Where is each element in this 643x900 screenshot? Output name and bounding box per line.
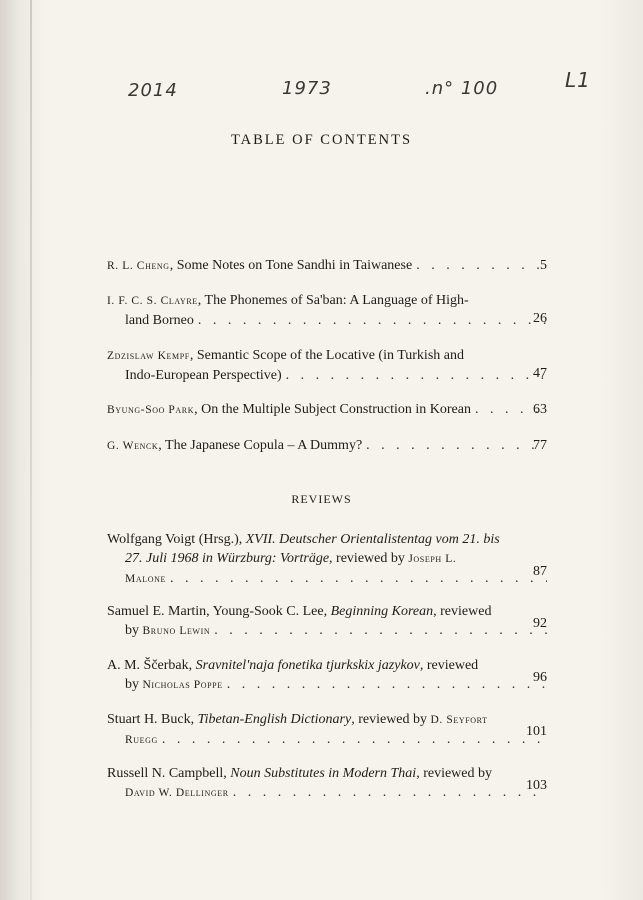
review-title: Beginning Korean [330,604,434,619]
author: Byung-Soo Park [107,404,195,416]
handwritten-note-center: 1973 [282,78,332,99]
reviews-heading: REVIEWS [291,492,352,506]
page-number: 87 [533,564,547,579]
page-number: 26 [533,311,547,326]
review-entry [107,764,547,803]
leader-dots [214,621,547,640]
leader-dots [416,256,547,275]
review-title: Noun Substitutes in Modern Thai [230,766,417,781]
author: Zdzislaw Kempf [107,350,190,362]
reviewer: Nicholas Poppe [142,679,223,691]
review-title: Sravnitel'naja fonetika tjurkskix jazykov [195,658,420,673]
handwritten-note-left: 2014 [128,80,178,101]
reviewer: David W. Dellinger [125,787,229,799]
author: I. F. C. S. Clayre [107,295,198,307]
toc-entry: I. F. C. S. Clayre, The Phonemes of Sa'ban: A Language of High- land Borneo . . . 26 [107,291,547,330]
leader-dots [286,366,547,385]
reviewed-by: , reviewed by [329,551,409,566]
reviewed-by: , reviewed by [351,712,431,727]
handwritten-note-right: .n° 100 [425,78,499,99]
review-author: Russell N. Campbell, [107,766,231,781]
page-number: 5 [540,258,547,273]
toc-entry: Byung-Soo Park, On the Multiple Subject Construction in Korean . . . 63 [107,400,547,420]
reviewer: Joseph L. [408,553,457,565]
leader-dots [162,730,547,749]
reviewer-cont: Malone [125,573,166,585]
page-title: TABLE OF CONTENTS [230,132,413,148]
toc-entry: G. Wenck, The Japanese Copula – A Dummy? . . . 77 [107,436,547,456]
author: R. L. Cheng [107,260,170,272]
page-number: 63 [533,402,547,417]
review-title: Tibetan-English Dictionary [197,712,352,727]
reviewed-by: , reviewed [433,604,492,619]
entry-title: The Phonemes of Sa'ban: A Language of High- [204,293,469,308]
toc-entry: Zdzislaw Kempf, Semantic Scope of the Locative (in Turkish and Indo-European Perspective) . . . 47 [107,346,547,385]
reviewer: D. Seyfort [430,714,488,726]
author: G. Wenck [107,440,159,452]
reviewed-by: , reviewed [419,658,479,673]
page-number: 96 [533,670,547,685]
review-entry [107,656,547,695]
page-number: 77 [533,438,547,453]
review-title-cont: 27. Juli 1968 in Würzburg: Vorträge [125,551,330,566]
page-number: 47 [533,366,547,381]
leader-dots [227,675,547,694]
toc-entry: R. L. Cheng, Some Notes on Tone Sandhi in Taiwanese . . . 5 [107,256,547,276]
review-author: A. M. Ščerbak, [107,658,196,673]
leader-dots [366,436,547,455]
leader-dots [170,569,547,588]
entry-title: Some Notes on Tone Sandhi in Taiwanese [176,258,413,273]
review-title: XVII. Deutscher Orientalistentag vom 21. bis [245,532,500,547]
entry-title-cont: Indo-European Perspective) [125,368,282,383]
page-number: 101 [526,724,547,739]
review-author: Wolfgang Voigt (Hrsg.), [107,532,246,547]
leader-dots [198,311,547,330]
entry-title: The Japanese Copula – A Dummy? [165,438,363,453]
review-entry [107,602,547,641]
review-author: Stuart H. Buck, [107,712,198,727]
reviewer: Bruno Lewin [142,625,211,637]
leader-dots [233,783,547,802]
handwritten-corner-mark: L1 [565,68,591,92]
reviewer-cont: Ruegg [125,734,158,746]
review-author: Samuel E. Martin, Young-Sook C. Lee, [107,604,331,619]
reviewed-by: , reviewed by [416,766,492,781]
entry-title: On the Multiple Subject Construction in Korean [201,402,471,417]
review-entry [107,530,547,589]
by-label: by [125,677,143,692]
review-entry [107,710,547,750]
by-label: by [125,623,143,638]
page-number: 103 [526,778,547,793]
entry-title: Semantic Scope of the Locative (in Turkish and [196,348,464,363]
page-number: 92 [533,616,547,631]
entry-title-cont: land Borneo [125,313,194,328]
